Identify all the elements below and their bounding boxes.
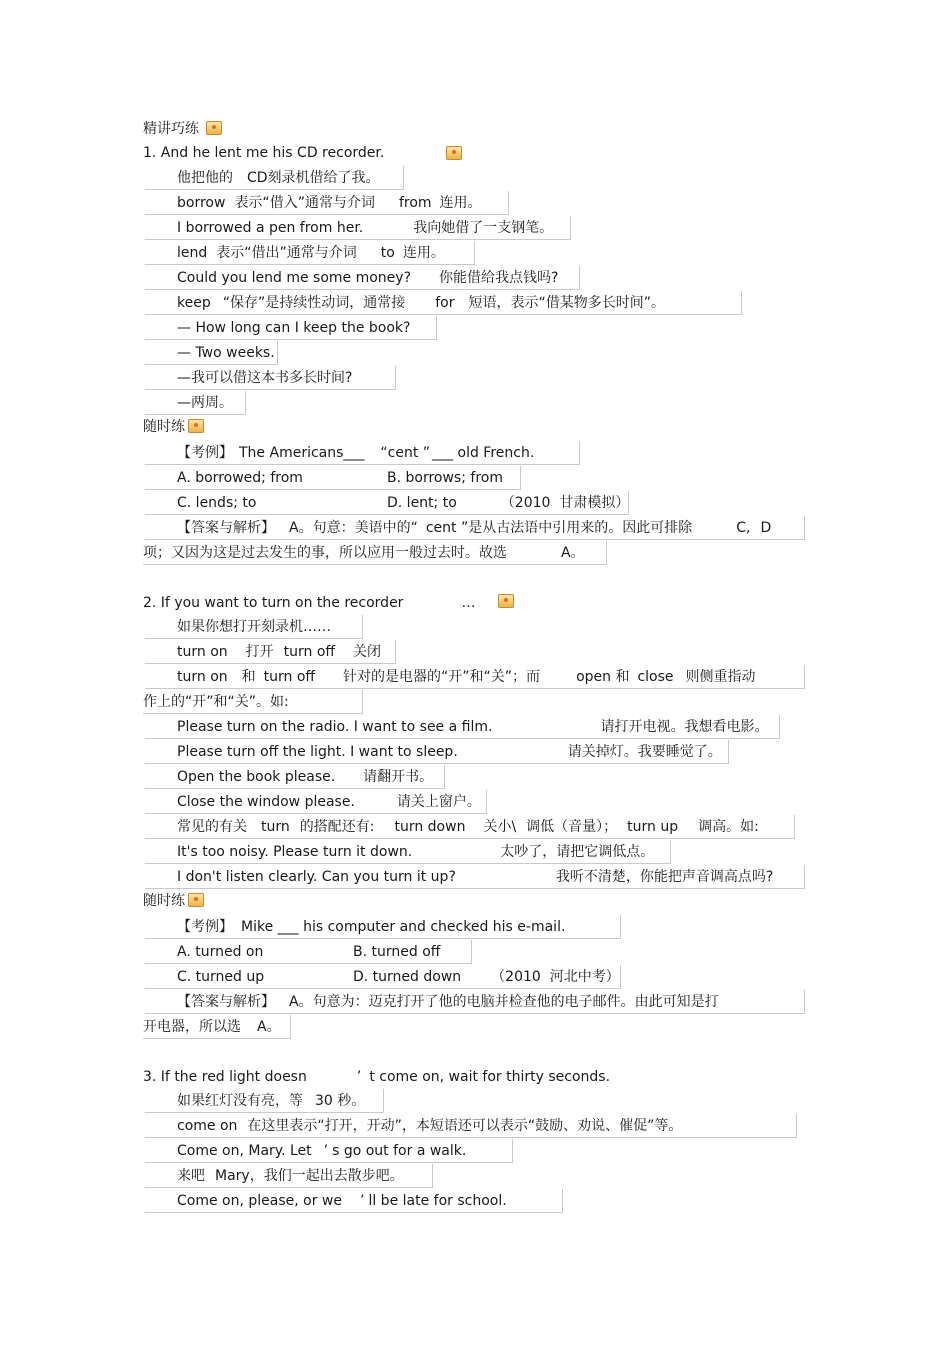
dialog-line: — How long can I keep the book? bbox=[145, 316, 437, 340]
section3-title: 3. If the red light doesn ’ t come on, wait for thirty seconds. bbox=[143, 1069, 611, 1085]
answer-explanation-cont: 开电器，所以选 A。 bbox=[143, 1015, 291, 1039]
dialog-line: —我可以借这本书多长时间? bbox=[145, 366, 396, 390]
note-line: I borrowed a pen from her. 我向她借了一支钢笔。 bbox=[145, 216, 571, 240]
note-line: 他把他的 CD刻录机借给了我。 bbox=[145, 166, 404, 190]
exercise-question: 【考例】 Mike ___ his computer and checked his e-mail. bbox=[145, 915, 621, 939]
practice-heading: 随时练 bbox=[143, 889, 204, 913]
answer-explanation: 【答案与解析】 A。句意为：迈克打开了他的电脑并检查他的电子邮件。由此可知是打 bbox=[145, 990, 805, 1014]
note-line: 常见的有关 turn 的搭配还有: turn down 关小\ 调低（音量）； turn up 调高。如: bbox=[145, 815, 795, 839]
exercise-options: A. turned on B. turned off bbox=[145, 940, 472, 964]
answer-explanation-cont: 项；又因为这是过去发生的事，所以应用一般过去时。故选 A。 bbox=[143, 541, 607, 565]
folder-icon bbox=[446, 146, 462, 160]
example-line: It's too noisy. Please turn it down. 太吵了，请把它调低点。 bbox=[145, 840, 671, 864]
note-line: keep “保存”是持续性动词，通常接 for 短语，表示“借某物多长时间”。 bbox=[145, 291, 742, 315]
note-line: lend 表示“借出”通常与介词 to 连用。 bbox=[145, 241, 475, 265]
note-line: turn on 和 turn off 针对的是电器的“开”和“关”；而 open 和 close 则侧重指动 bbox=[145, 665, 805, 689]
note-line: Could you lend me some money? 你能借给我点钱吗? bbox=[145, 266, 580, 290]
note-line: turn on 打开 turn off 关闭 bbox=[145, 640, 396, 664]
note-line-cont: 作上的“开”和“关”。如: bbox=[143, 690, 363, 714]
exercise-options: A. borrowed; from B. borrows; from bbox=[145, 466, 521, 490]
folder-icon bbox=[206, 121, 222, 135]
example-line: Please turn off the light. I want to sleep. 请关掉灯。我要睡觉了。 bbox=[145, 740, 729, 764]
example-line: Open the book please. 请翻开书。 bbox=[145, 765, 445, 789]
example-line: Come on, please, or we ’ ll be late for school. bbox=[145, 1189, 563, 1213]
exercise-options: C. turned up D. turned down （2010 河北中考） bbox=[145, 965, 621, 989]
note-line: 如果你想打开刻录机…… bbox=[145, 615, 363, 639]
dialog-line: — Two weeks. bbox=[145, 341, 278, 365]
answer-explanation: 【答案与解析】 A。句意：美语中的“ cent ”是从古法语中引用来的。因此可排除 C, D bbox=[145, 516, 805, 540]
section1-title: 1. And he lent me his CD recorder. bbox=[143, 145, 385, 161]
note-line: borrow 表示“借入”通常与介词 from 连用。 bbox=[145, 191, 509, 215]
folder-icon bbox=[188, 893, 204, 907]
section1-heading: 精讲巧练 bbox=[143, 117, 222, 141]
exercise-question: 【考例】 The Americans___ “cent ” ___ old French. bbox=[145, 441, 580, 465]
example-line: I don't listen clearly. Can you turn it up? 我听不清楚，你能把声音调高点吗? bbox=[145, 865, 805, 889]
section2-title: 2. If you want to turn on the recorder … bbox=[143, 595, 476, 611]
dialog-line: —两周。 bbox=[145, 391, 246, 415]
folder-icon bbox=[498, 594, 514, 608]
example-line: Please turn on the radio. I want to see a film. 请打开电视。我想看电影。 bbox=[145, 715, 780, 739]
note-line: come on 在这里表示“打开，开动”，本短语还可以表示“鼓励、劝说、催促”等。 bbox=[145, 1114, 797, 1138]
example-line: Close the window please. 请关上窗户。 bbox=[145, 790, 487, 814]
note-line: 如果红灯没有亮，等 30 秒。 bbox=[145, 1089, 384, 1113]
practice-heading: 随时练 bbox=[143, 415, 204, 439]
exercise-options: C. lends; to D. lent; to （2010 甘肃模拟） bbox=[145, 491, 629, 515]
example-line: Come on, Mary. Let ’ s go out for a walk. bbox=[145, 1139, 513, 1163]
example-line: 来吧 Mary，我们一起出去散步吧。 bbox=[145, 1164, 433, 1188]
folder-icon bbox=[188, 419, 204, 433]
